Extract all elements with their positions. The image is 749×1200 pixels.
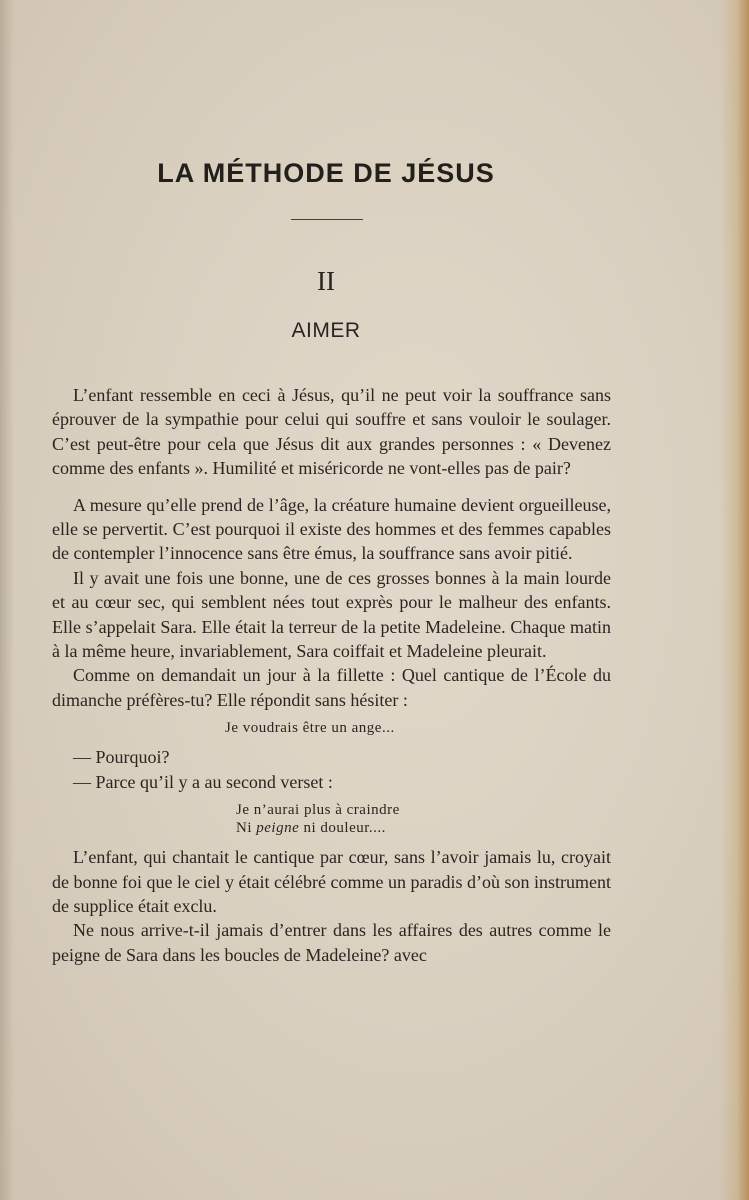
body-text	[52, 383, 611, 967]
chapter-number: II	[317, 266, 335, 296]
title-rule	[291, 219, 363, 220]
hymn-quote-1: Je voudrais être un ange...	[225, 720, 395, 737]
dialogue-line-2: — Parce qu’il y a au second verset :	[73, 771, 333, 792]
paragraph-4: Comme on demandait un jour à la fillette : Quel cantique de l’École du dimanche préfères-tu? Elle répondit sans hésiter :	[52, 665, 611, 710]
page-title: LA MÉTHODE DE JÉSUS	[157, 158, 495, 188]
paragraph-2: A mesure qu’elle prend de l’âge, la créature humaine devient orgueilleuse, elle se pervertit. C’est pourquoi il existe des hommes et des femmes capables de contempler l’innocence sans être émus, la souffrance sans avoir pitié.	[52, 494, 611, 564]
paragraph-5: L’enfant, qui chantait le cantique par cœur, sans l’avoir jamais lu, croyait de bonne foi que le ciel y était célébré comme un paradis d’où son instrument de supplice était exclu.	[52, 847, 611, 916]
quote-line-prefix: Ni	[236, 820, 257, 837]
quote-line-suffix: ni douleur....	[299, 820, 386, 837]
paragraph-3: Il y avait une fois une bonne, une de ces grosses bonnes à la main lourde et au cœur sec, qui semblent nées tout exprès pour le malheur des enfants. Elle s’appelait Sara. Elle était la terreur de la petite Madeleine. Chaque matin à la même heure, invariablement, Sara coiffait et Madeleine pleurait.	[52, 567, 611, 662]
paragraph-6: Ne nous arrive-t-il jamais d’entrer dans les affaires des autres comme le peigne de Sara dans les boucles de Madeleine? avec	[52, 920, 611, 965]
hymn-quote-2-line-2	[236, 819, 611, 837]
quote-italic-word: peigne	[256, 820, 300, 837]
hymn-quote-2-line-1: Je n’aurai plus à craindre	[236, 802, 400, 819]
hymn-quote-2	[52, 801, 611, 837]
chapter-title: AIMER	[291, 319, 361, 342]
dialogue-line-1: — Pourquoi?	[73, 747, 170, 768]
paragraph-1: L’enfant ressemble en ceci à Jésus, qu’il ne peut voir la souffrance sans éprouver de la sympathie pour celui qui souffre et sans vouloir le soulager. C’est peut-être pour cela que Jésus dit aux grandes personnes : « Devenez comme des enfants ». Humilité et miséricorde ne vont-elles pas de pair?	[52, 385, 611, 479]
